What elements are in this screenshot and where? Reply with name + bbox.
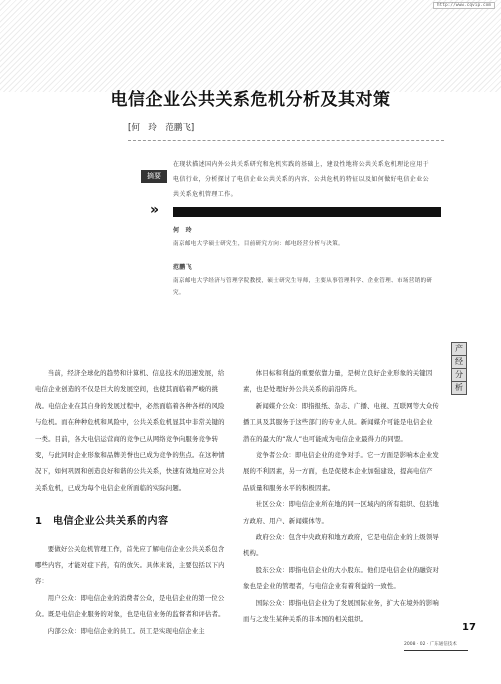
journal-footer: 2008 · 02 · 广东通信技术 [404, 642, 457, 647]
bio-name: 何 玲 [173, 227, 192, 234]
body-paragraph: 当前，经济全球化的趋势和计算机、信息技术的迅速发展，给电信企业创造的不仅是巨大的发展空间，也使其面临着严峻的挑战。电信企业在其自身的发展过程中，必然面临着各种各样的风险与危机。而在种种危机和风险中，公共关系危机显其中非常关键的一类。目前，各大电信运营商的竞争已从网络竞争向服务竞争转变，与此同时企业形象和品牌美誉也已成为竞争的焦点。在这种情况下，如何巩固和创造良好和谐的公共关系，快速有效地应对公共关系危机，已成为每个电信企业所面临的实际问题。 [35, 369, 225, 492]
bio-name: 范鹏飞 [173, 264, 192, 271]
author-bio-2 [173, 262, 443, 300]
section-side-tag [451, 342, 467, 395]
body-paragraph: 要做好公关危机管理工作，首先应了解电信企业公共关系包含哪些内容，才能对症下药，有的放矢。具体来说，主要包括以下内容： [35, 544, 225, 586]
side-tag-char: 分 [452, 369, 466, 382]
author-line: [何 玲 范鹏飞] [128, 123, 195, 133]
side-tag-char: 产 [452, 343, 466, 356]
page-number: 17 [462, 622, 476, 633]
separator-bar [173, 207, 441, 217]
article-title: 电信企业公共关系危机分析及其对策 [110, 90, 391, 110]
author-bio-1 [173, 225, 443, 250]
bio-text: 南京邮电大学硕士研究生，目前研究方向：邮电经营分析与决策。 [173, 240, 344, 247]
body-paragraph: 国际公众：即指电信企业为了发展国际业务，扩大在境外的影响而与之发生某种关系的非本国的相关组织。 [243, 598, 439, 624]
divider [128, 140, 444, 141]
abstract-text: 在现状描述国内外公共关系研究和危机实践的基础上，建设性地将公共关系危机理论应用于电信行业，分析探讨了电信企业公共关系的内容、公共危机的特征以及如何做好电信企业公共关系危机管理工作。 [173, 161, 430, 198]
source-url[interactable]: http://www.cqvip.com [433, 2, 495, 9]
bio-text: 南京邮电大学经济与管理学院教授，硕士研究生导师，主要从事管理科学、企业管理、市场营销的研究。 [173, 277, 433, 296]
body-paragraph: 政府公众：包含中央政府和地方政府，它是电信企业的上级领导机构。 [243, 533, 439, 558]
side-tag-char: 析 [455, 383, 463, 392]
header-hatch-band [0, 0, 501, 92]
double-chevron-icon: » [150, 202, 160, 218]
side-tag-char: 经 [452, 356, 466, 369]
left-column [35, 365, 230, 639]
body-paragraph: 竞争者公众：即电信企业的竞争对手。它一方面是影响本企业发展的不利因素，另一方面，也是促使本企业加强建设，提高电信产品质量和服务水平的积极因素。 [243, 451, 439, 492]
abstract-tag: 摘要 [141, 170, 167, 183]
footer-rule [404, 650, 468, 651]
body-paragraph: 股东公众：即指电信企业的大小股东。他们是电信企业的融资对象也是企业的管理者，与电信企业有着利益的一致性。 [243, 565, 439, 591]
section-heading: 1 电信企业公共关系的内容 [35, 516, 169, 528]
body-paragraph: 社区公众：即电信企业所在地的同一区域内的所有组织、包括地方政府、用户、新闻媒体等。 [243, 500, 439, 525]
body-paragraph: 内部公众：即电信企业的员工。员工是实现电信企业主 [47, 626, 205, 635]
body-paragraph: 体目标和利益的重要依靠力量，是树立良好企业形象的关键因素，也是处理好外公共关系的前沿阵兵。 [243, 369, 433, 394]
right-column [243, 365, 439, 628]
body-paragraph: 新闻媒介公众：即指报纸、杂志、广播、电视、互联网等大众传播工具及其服务于这些部门的专业人员。新闻媒介可能是电信企业潜在的最大的“敌人”也可能成为电信企业最得力的同盟。 [243, 401, 439, 443]
body-paragraph: 用户公众：即电信企业的消费者公众，是电信企业的第一位公众。既是电信企业服务的对象，也是电信业务的监督者和评估者。 [35, 593, 225, 619]
